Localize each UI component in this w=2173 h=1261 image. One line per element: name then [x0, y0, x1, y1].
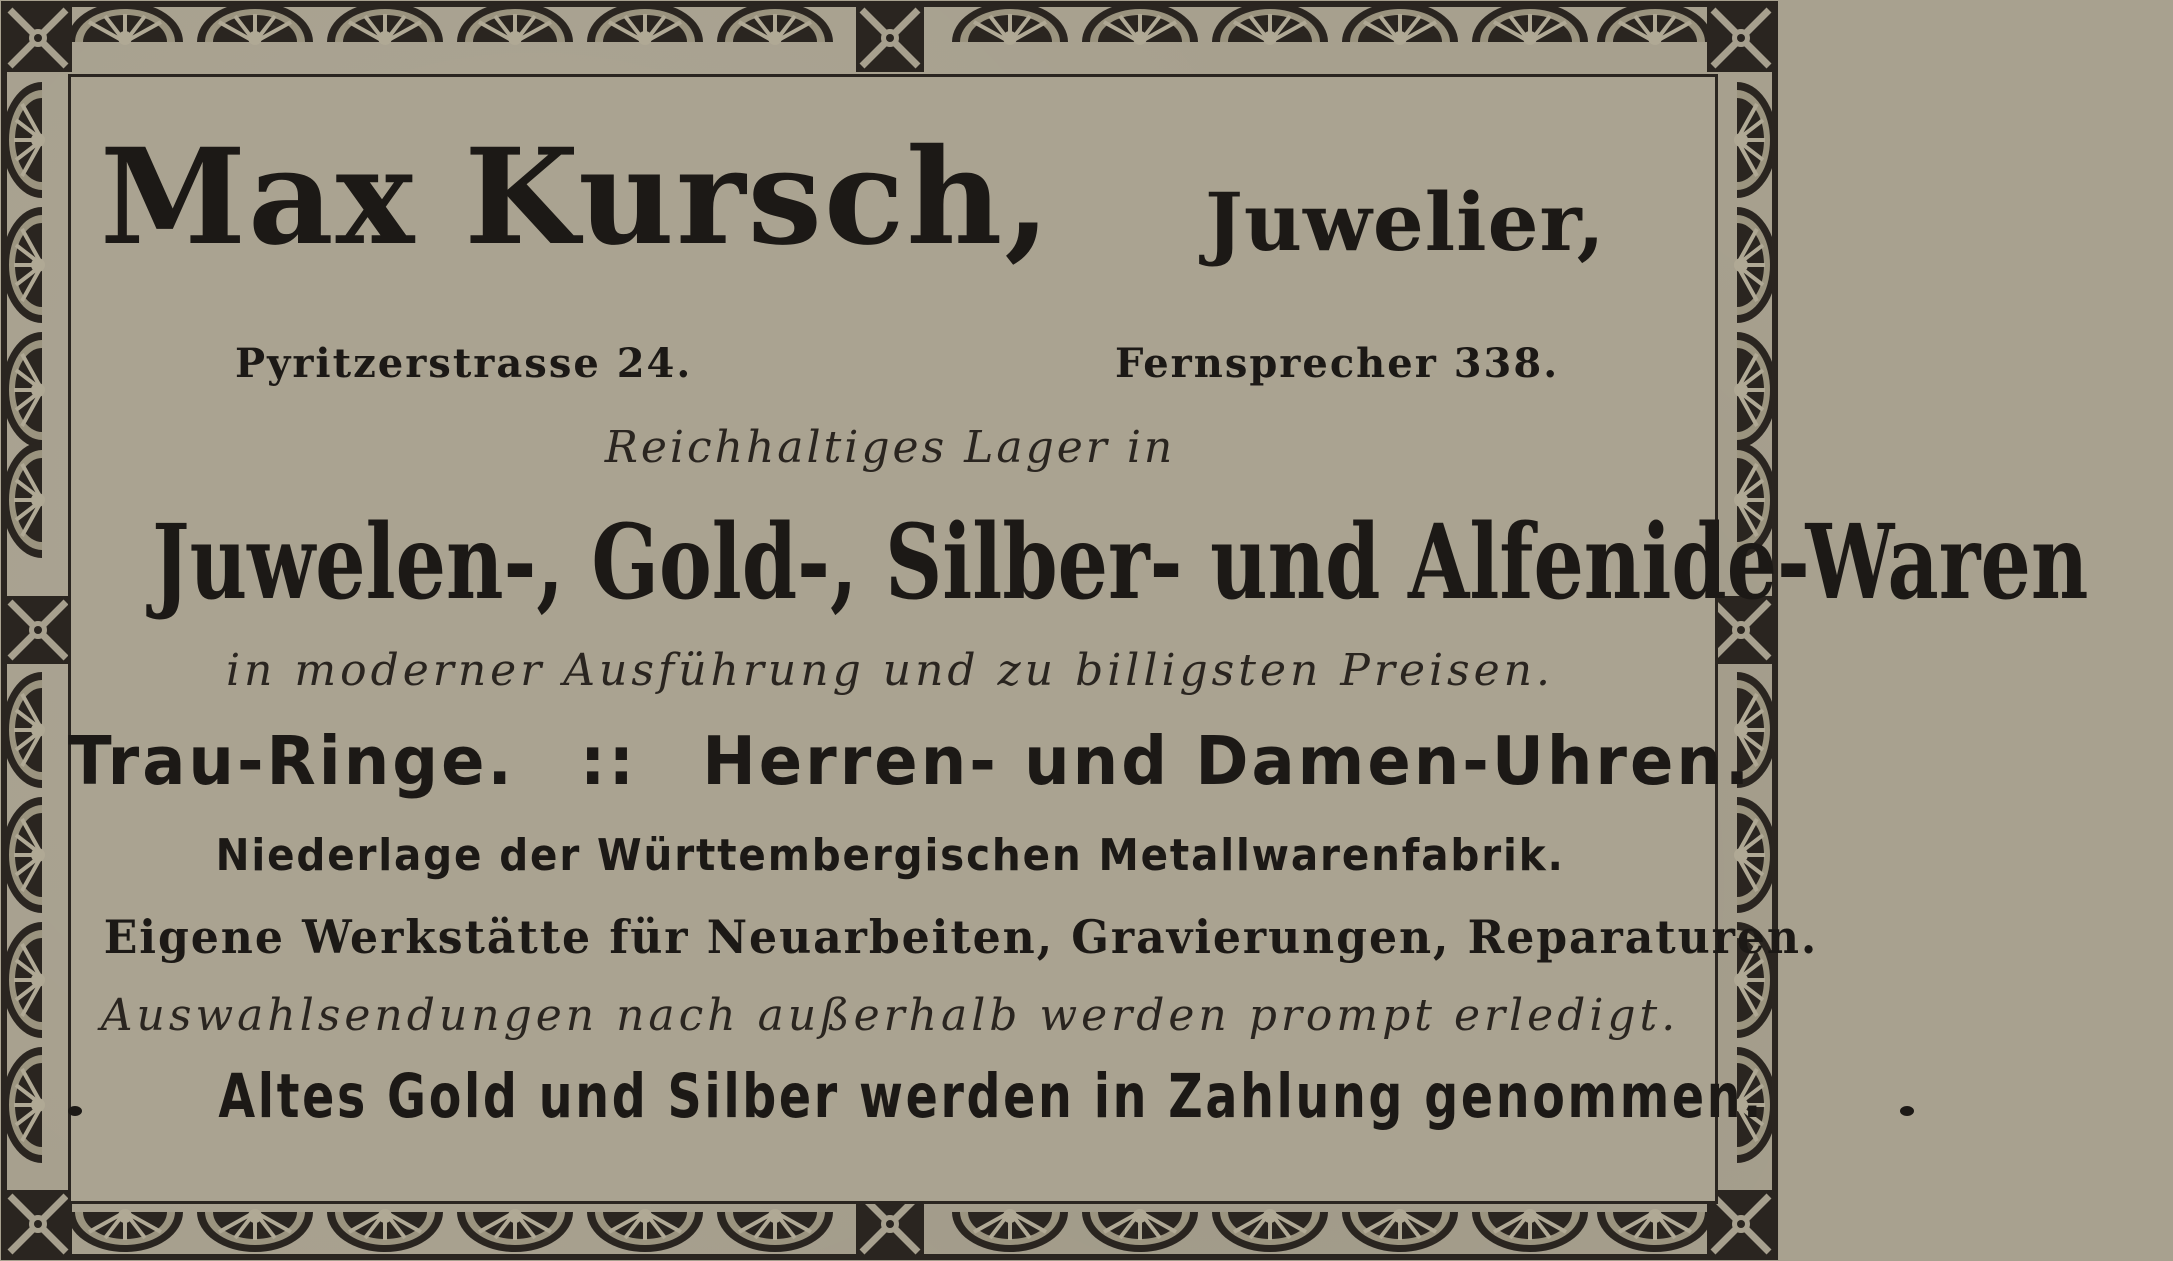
shipping-line: [68, 990, 1712, 1041]
depot-line: [68, 830, 1712, 881]
stock-intro: Reichhaltiges Lager in: [604, 422, 1176, 473]
trade-in-notice: Altes Gold und Silber werden in Zahlung genommen.: [218, 1061, 1764, 1132]
trade-in-line: [68, 1061, 1764, 1132]
shipping-notice: Auswahlsendungen nach außerhalb werden prompt erledigt.: [100, 990, 1680, 1041]
separator: ::: [579, 723, 638, 801]
rings-watches-line: [68, 723, 1753, 801]
shop-name: Max Kursch,: [100, 120, 1053, 275]
watches: Herren- und Damen-Uhren.: [702, 723, 1753, 801]
phone-number: Fernsprecher 338.: [1115, 340, 1560, 387]
bullet-right-icon: [1900, 1106, 1914, 1116]
workshop-line: [68, 910, 1819, 964]
title-row: [100, 120, 1052, 275]
stock-intro-line: [68, 422, 1712, 473]
left-fan-column: [2, 82, 72, 1163]
shop-trade: Juwelier,: [1205, 175, 1606, 269]
headline-line: [68, 501, 2089, 624]
address-wrap: [235, 340, 692, 387]
headline: Juwelen-, Gold-, Silber- und Alfenide-Waren: [152, 501, 2089, 624]
depot-notice: Niederlage der Württembergischen Metallwarenfabrik.: [215, 830, 1565, 881]
wedding-rings: Trau-Ringe.: [68, 723, 515, 801]
trade-wrap: [1205, 175, 1606, 269]
phone-wrap: [1115, 340, 1559, 387]
subline-line: [68, 645, 1712, 696]
subline: in moderner Ausführung und zu billigsten Preisen.: [225, 645, 1555, 696]
workshop-notice: Eigene Werkstätte für Neuarbeiten, Gravierungen, Reparaturen.: [103, 910, 1819, 964]
top-fan-row: [67, 2, 1713, 72]
bullet-left-icon: [68, 1106, 82, 1116]
address: Pyritzerstrasse 24.: [235, 340, 693, 387]
